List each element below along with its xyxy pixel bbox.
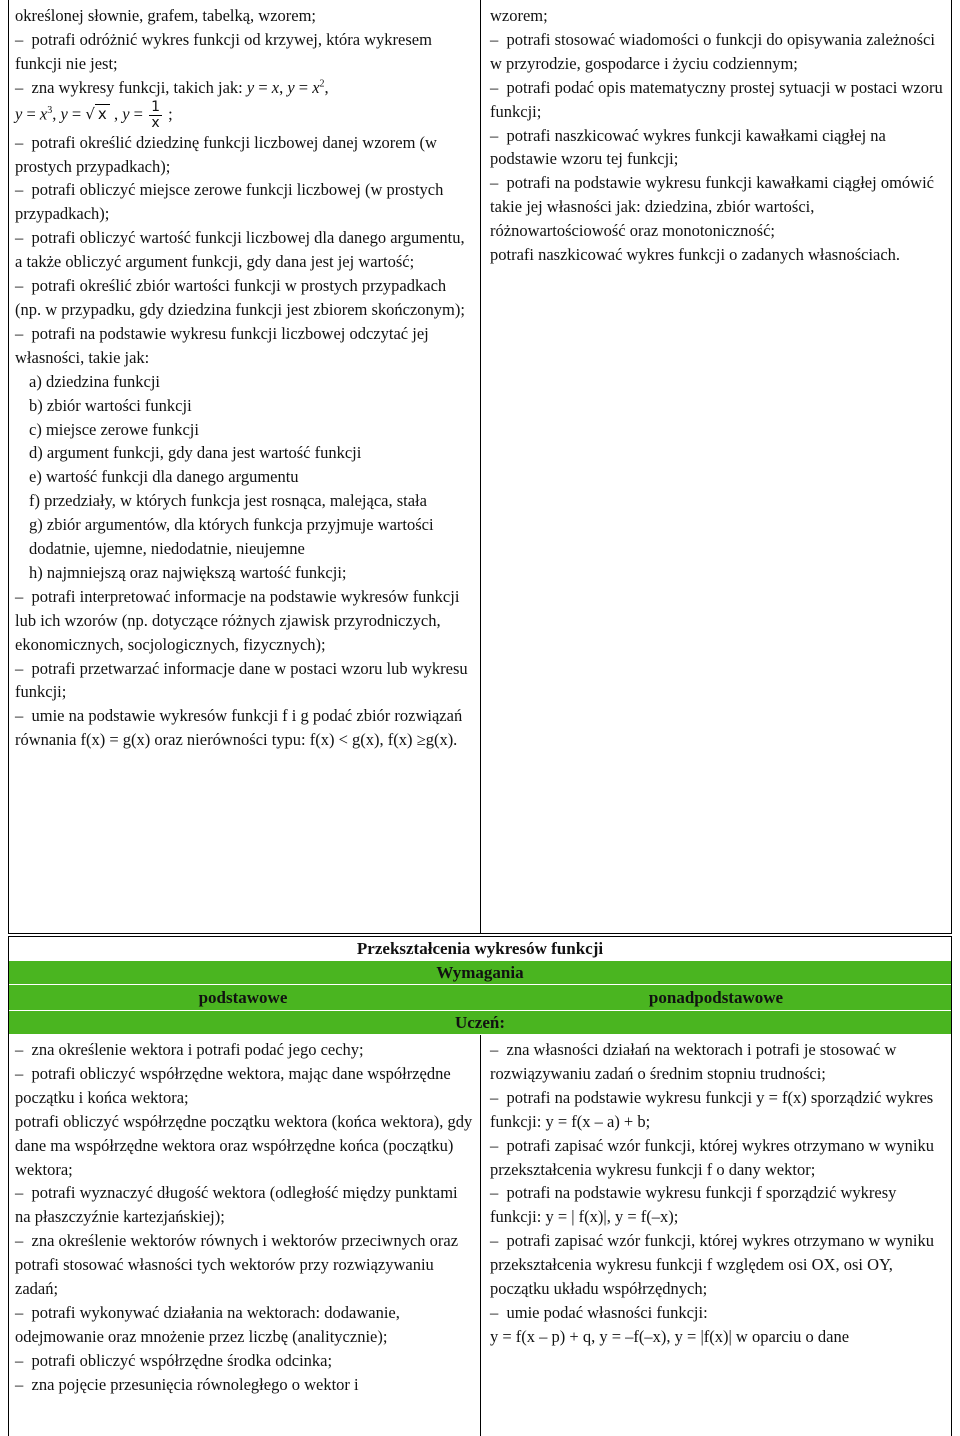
list-item: h) najmniejszą oraz największą wartość funkcji; bbox=[29, 562, 347, 582]
list-item: – zna pojęcie przesunięcia równoległego o wektor i bbox=[15, 1373, 475, 1397]
list-item: – potrafi zapisać wzór funkcji, której wykres otrzymano w wyniku przekształcenia wykresu funkcji f względem osi OX, osi OY, początku układu współrzędnych; bbox=[490, 1229, 945, 1301]
list-item: wzorem; bbox=[490, 6, 548, 25]
list-item: c) miejsce zerowe funkcji bbox=[29, 419, 199, 439]
list-item: – potrafi wykonywać działania na wektorach: dodawanie, odejmowanie oraz mnożenie przez liczbę (analitycznie); bbox=[15, 1301, 475, 1349]
list-item: – potrafi wyznaczyć długość wektora (odległość między punktami na płaszczyźnie kartezjańskiej); bbox=[15, 1181, 475, 1229]
list-item: – zna określenie wektorów równych i wektorów przeciwnych oraz potrafi stosować własności tych wektorów przy rozwiązywaniu zadań; bbox=[15, 1229, 475, 1301]
list-item: – potrafi obliczyć miejsce zerowe funkcji liczbowej (w prostych przypadkach); bbox=[15, 178, 475, 226]
list-item: – potrafi zapisać wzór funkcji, której wykres otrzymano w wyniku przekształcenia wykresu funkcji f o dany wektor; bbox=[490, 1134, 945, 1182]
list-item: – umie na podstawie wykresów funkcji f i g podać zbiór rozwiązań równania f(x) = g(x) oraz nierówności typu: f(x) < g(x), f(x) ≥g(x). bbox=[15, 704, 475, 752]
list-item: – potrafi interpretować informacje na podstawie wykresów funkcji lub ich wzorów (np. dotyczące różnych zjawisk przyrodniczych, ekonomicznych, socjologicznych, fizycznych); bbox=[15, 585, 475, 657]
bottom-right-column bbox=[490, 1038, 945, 1349]
list-item: – potrafi na podstawie wykresu funkcji f sporządzić wykresy funkcji: y = | f(x)|, y = f(–x); bbox=[490, 1181, 945, 1229]
list-item: – potrafi na podstawie wykresu funkcji liczbowej odczytać jej własności, takie jak: bbox=[15, 322, 475, 370]
list-item: – potrafi obliczyć współrzędne wektora, mając dane współrzędne początku i końca wektora; bbox=[15, 1062, 475, 1110]
list-item: f) przedziały, w których funkcja jest rosnąca, malejąca, stała bbox=[29, 491, 427, 511]
list-item: a) dziedzina funkcji bbox=[29, 371, 161, 391]
advanced-label: ponadpodstawowe bbox=[648, 988, 784, 1007]
list-item: – umie podać własności funkcji: bbox=[490, 1301, 945, 1325]
list-item: – zna określenie wektora i potrafi podać jego cechy; bbox=[15, 1038, 475, 1062]
basic-label: podstawowe bbox=[198, 988, 288, 1007]
list-item: e) wartość funkcji dla danego argumentu bbox=[29, 467, 299, 487]
top-column-divider bbox=[480, 0, 481, 934]
list-item: – potrafi na podstawie wykresu funkcji kawałkami ciągłej omówić takie jej własności jak: dziedzina, zbiór wartości, różnowartościowość oraz monotoniczność; bbox=[490, 171, 945, 243]
bottom-column-divider bbox=[480, 1035, 481, 1436]
list-item: d) argument funkcji, gdy dana jest wartość funkcji bbox=[29, 443, 362, 463]
list-item: – zna własności działań na wektorach i potrafi je stosować w rozwiązywaniu zadań o średnim stopniu trudności; bbox=[490, 1038, 945, 1086]
list-item: – potrafi obliczyć wartość funkcji liczbowej dla danego argumentu, a także obliczyć argument funkcji, gdy dana jest jej wartość; bbox=[15, 226, 475, 274]
list-item: – potrafi na podstawie wykresu funkcji y = f(x) sporządzić wykres funkcji: y = f(x – a) + b; bbox=[490, 1086, 945, 1134]
section-title: Przekształcenia wykresów funkcji bbox=[8, 937, 952, 960]
list-item: y = f(x – p) + q, y = –f(–x), y = |f(x)| w oparciu o dane bbox=[490, 1326, 850, 1346]
top-right-column bbox=[490, 4, 945, 267]
list-item: określonej słownie, grafem, tabelką, wzorem; bbox=[15, 6, 317, 25]
top-left-column bbox=[15, 4, 475, 752]
list-item: b) zbiór wartości funkcji bbox=[29, 395, 192, 415]
list-item: – potrafi przetwarzać informacje dane w postaci wzoru lub wykresu funkcji; bbox=[15, 657, 475, 705]
list-item: – potrafi określić zbiór wartości funkcji w prostych przypadkach (np. w przypadku, gdy dziedzina funkcji jest zbiorem skończonym); bbox=[15, 274, 475, 322]
list-item: – potrafi odróżnić wykres funkcji od krzywej, która wykresem funkcji nie jest; bbox=[15, 28, 475, 76]
list-item: potrafi obliczyć współrzędne początku wektora (końca wektora), gdy dane ma współrzędne wektora oraz współrzędne końca (początku) wektora; bbox=[15, 1111, 473, 1179]
bottom-left-column bbox=[15, 1038, 475, 1397]
list-item: – zna wykresy funkcji, takich jak: y = x, $y = x^2$, bbox=[15, 76, 475, 100]
list-item: – potrafi określić dziedzinę funkcji liczbowej danej wzorem (w prostych przypadkach); bbox=[15, 131, 475, 179]
list-item: potrafi naszkicować wykres funkcji o zadanych własnościach. bbox=[490, 245, 901, 265]
list-item: – potrafi naszkicować wykres funkcji kawałkami ciągłej na podstawie wzoru tej funkcji; bbox=[490, 124, 945, 172]
list-item: – potrafi podać opis matematyczny prostej sytuacji w postaci wzoru funkcji; bbox=[490, 76, 945, 124]
list-item: $y = x^3$, y = √ x , y = $\frac{1}{x}$ ; bbox=[15, 98, 173, 131]
list-item: g) zbiór argumentów, dla których funkcja przyjmuje wartości dodatnie, ujemne, niedodatnie, nieujemne bbox=[29, 515, 434, 559]
student-label: Uczeń: bbox=[454, 1013, 506, 1032]
list-item: – potrafi obliczyć współrzędne środka odcinka; bbox=[15, 1349, 475, 1373]
list-item: – potrafi stosować wiadomości o funkcji do opisywania zależności w przyrodzie, gospodarce i życiu codziennym; bbox=[490, 28, 945, 76]
requirements-label: Wymagania bbox=[436, 963, 524, 982]
